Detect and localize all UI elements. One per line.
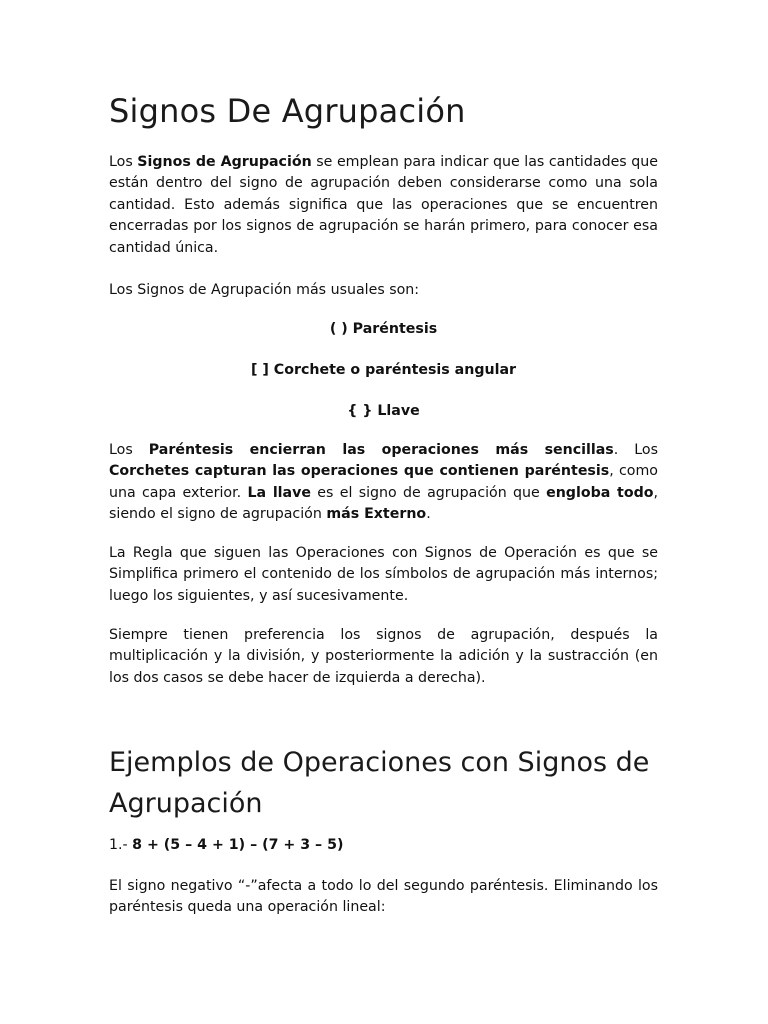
bold-text-run: Corchetes capturan las operaciones que contienen paréntesis xyxy=(109,463,610,480)
text-run: Los xyxy=(109,442,149,458)
paragraph-precedence: Siempre tienen preferencia los signos de agrupación, después la multiplicación y la división, y posteriormente la adición y la sustracción (en los dos casos se debe hacer de izquierda a derecha). xyxy=(109,627,658,686)
bold-text-run: Paréntesis encierran las operaciones más sencillas xyxy=(148,442,614,458)
paragraph-usual-signs: Los Signos de Agrupación más usuales son: xyxy=(109,282,420,298)
text-run: . Los xyxy=(613,442,658,458)
paragraph-intro xyxy=(109,152,658,259)
bold-text-run: La llave xyxy=(247,484,311,501)
list-item-corchete: [ ] Corchete o paréntesis angular xyxy=(250,362,517,378)
list-item-llave: { } Llave xyxy=(347,403,420,419)
bold-text-run: más Externo xyxy=(326,506,427,523)
bold-text-run: Signos de Agrupación xyxy=(137,154,312,170)
paragraph-example-explanation: El signo negativo “-”afecta a todo lo del segundo paréntesis. Eliminando los paréntesis queda una operación lineal: xyxy=(109,878,658,916)
paragraph-rule: La Regla que siguen las Operaciones con Signos de Operación es que se Simplifica primero el contenido de los símbolos de agrupación más internos; luego los siguientes, y así sucesivamente. xyxy=(109,545,658,604)
section-title-examples: Ejemplos de Operaciones con Signos de Agrupación xyxy=(109,747,650,819)
page-title: Signos De Agrupación xyxy=(109,92,466,130)
example-1 xyxy=(109,835,658,856)
text-run: Los xyxy=(109,154,138,170)
bold-text-run: 8 + (5 – 4 + 1) – (7 + 3 – 5) xyxy=(132,837,344,853)
text-run: 1.- xyxy=(109,837,133,853)
list-item-parentesis: ( ) Paréntesis xyxy=(329,321,438,337)
text-run: es el signo de agrupación que xyxy=(311,484,547,501)
bold-text-run: engloba todo xyxy=(546,484,654,501)
text-run: , como una capa exterior. xyxy=(109,463,658,501)
text-run: , siendo el signo de agrupación xyxy=(109,484,658,523)
text-run: se emplean para indicar que las cantidades que están dentro del signo de agrupación deben considerarse como una sola cantidad. Esto además significa que las operaciones que se encuentren encerradas por los signos de agrupación se harán primero, para conocer esa cantidad única. xyxy=(109,154,658,256)
paragraph-sign-hierarchy xyxy=(109,440,658,526)
text-run: . xyxy=(426,506,431,523)
